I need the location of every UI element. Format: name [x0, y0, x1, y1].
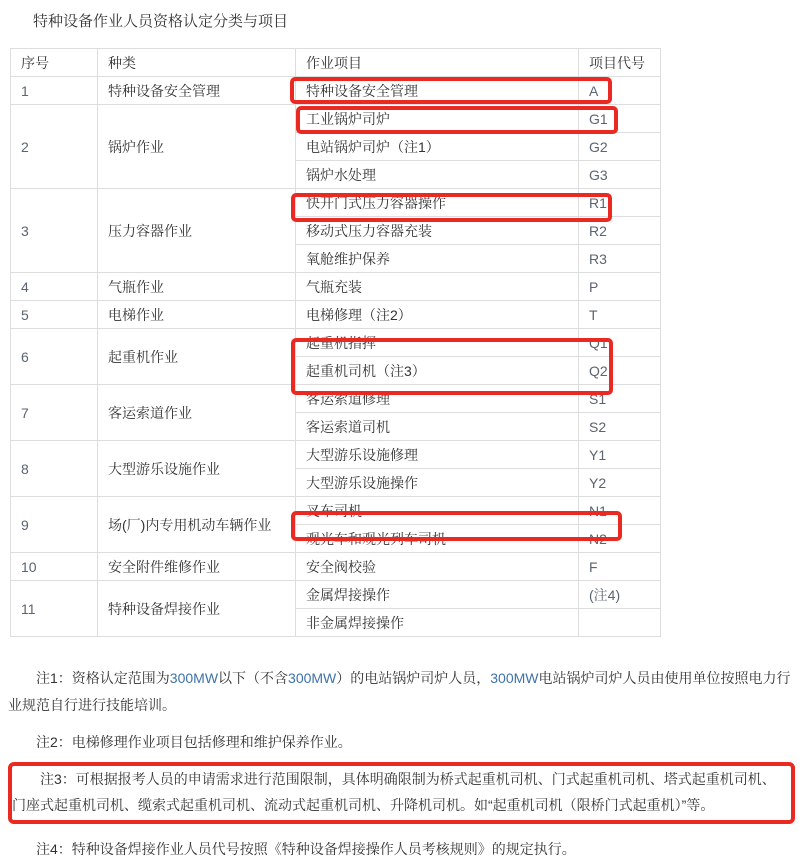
- cell-code: N1: [579, 497, 661, 525]
- table-row: [11, 553, 661, 581]
- note1-segment-mw: 300MW: [169, 670, 219, 686]
- cell-project: 起重机指挥: [296, 329, 579, 357]
- cell-category: 场(厂)内专用机动车辆作业: [98, 497, 296, 553]
- cell-project: 氧舱维护保养: [296, 245, 579, 273]
- note-1: [8, 665, 795, 719]
- cell-no: 8: [11, 441, 98, 497]
- table-row: [11, 105, 661, 133]
- cell-code: P: [579, 273, 661, 301]
- qualification-table: [10, 48, 661, 637]
- cell-no: 10: [11, 553, 98, 581]
- cell-no: 3: [11, 189, 98, 273]
- cell-project: 客运索道司机: [296, 413, 579, 441]
- notes-section: [0, 657, 803, 863]
- cell-project: 大型游乐设施修理: [296, 441, 579, 469]
- page-title: 特种设备作业人员资格认定分类与项目: [33, 13, 289, 30]
- cell-category: 大型游乐设施作业: [98, 441, 296, 497]
- cell-code: A: [579, 77, 661, 105]
- cell-category: 气瓶作业: [98, 273, 296, 301]
- cell-code: R2: [579, 217, 661, 245]
- cell-code: [579, 609, 661, 637]
- cell-code: Q1: [579, 329, 661, 357]
- cell-project: 锅炉水处理: [296, 161, 579, 189]
- cell-code: T: [579, 301, 661, 329]
- cell-no: 11: [11, 581, 98, 637]
- table-row: [11, 329, 661, 357]
- note-4: 注4：特种设备焊接作业人员代号按照《特种设备焊接操作人员考核规则》的规定执行。: [36, 841, 576, 857]
- note1-segment: 电站锅炉司炉人员由使用单位按照电力行业规范自行进行技能培训。: [8, 670, 791, 713]
- header-no: 序号: [11, 49, 98, 77]
- cell-project: 快开门式压力容器操作: [296, 189, 579, 217]
- cell-no: 7: [11, 385, 98, 441]
- cell-project: 起重机司机（注3）: [296, 357, 579, 385]
- cell-project: 观光车和观光列车司机: [296, 525, 579, 553]
- cell-code: S2: [579, 413, 661, 441]
- cell-code: S1: [579, 385, 661, 413]
- cell-no: 1: [11, 77, 98, 105]
- cell-project: 金属焊接操作: [296, 581, 579, 609]
- cell-code: R1: [579, 189, 661, 217]
- note-3: 注3：可根据报考人员的申请需求进行范围限制，具体明确限制为桥式起重机司机、门式起重机司机、塔式起重机司机、门座式起重机司机、缆索式起重机司机、流动式起重机司机、升降机司机。如“起重机司机（限桥门式起重机）”等。: [12, 771, 776, 813]
- cell-code: G1: [579, 105, 661, 133]
- cell-no: 9: [11, 497, 98, 553]
- table-row: [11, 441, 661, 469]
- cell-project: 叉车司机: [296, 497, 579, 525]
- cell-code: R3: [579, 245, 661, 273]
- note-2: 注2：电梯修理作业项目包括修理和维护保养作业。: [36, 734, 352, 750]
- cell-code: N2: [579, 525, 661, 553]
- cell-code: (注4): [579, 581, 661, 609]
- cell-category: 特种设备安全管理: [98, 77, 296, 105]
- cell-code: Y1: [579, 441, 661, 469]
- cell-project: 气瓶充装: [296, 273, 579, 301]
- note1-segment: 注1：资格认定范围为: [36, 670, 170, 686]
- cell-project: 移动式压力容器充装: [296, 217, 579, 245]
- cell-project: 大型游乐设施操作: [296, 469, 579, 497]
- cell-code: G3: [579, 161, 661, 189]
- cell-code: F: [579, 553, 661, 581]
- cell-category: 锅炉作业: [98, 105, 296, 189]
- cell-category: 起重机作业: [98, 329, 296, 385]
- cell-project: 客运索道修理: [296, 385, 579, 413]
- header-code: 项目代号: [579, 49, 661, 77]
- cell-category: 安全附件维修作业: [98, 553, 296, 581]
- table-row: [11, 189, 661, 217]
- cell-category: 特种设备焊接作业: [98, 581, 296, 637]
- cell-code: Y2: [579, 469, 661, 497]
- cell-no: 4: [11, 273, 98, 301]
- cell-code: G2: [579, 133, 661, 161]
- cell-project: 安全阀校验: [296, 553, 579, 581]
- note1-segment: 以下（不含: [218, 670, 289, 686]
- cell-code: Q2: [579, 357, 661, 385]
- cell-project: 工业锅炉司炉: [296, 105, 579, 133]
- table-row: [11, 497, 661, 525]
- table-row: [11, 273, 661, 301]
- table-header-row: [11, 49, 661, 77]
- table-row: [11, 77, 661, 105]
- highlight-box-note3: [8, 762, 795, 824]
- cell-category: 压力容器作业: [98, 189, 296, 273]
- note1-segment: ）的电站锅炉司炉人员，: [336, 670, 491, 686]
- header-project: 作业项目: [296, 49, 579, 77]
- cell-project: 特种设备安全管理: [296, 77, 579, 105]
- cell-category: 客运索道作业: [98, 385, 296, 441]
- header-category: 种类: [98, 49, 296, 77]
- cell-project: 电站锅炉司炉（注1）: [296, 133, 579, 161]
- table-row: [11, 385, 661, 413]
- table-row: [11, 581, 661, 609]
- note1-segment-mw: 300MW: [490, 670, 539, 686]
- cell-project: 电梯修理（注2）: [296, 301, 579, 329]
- cell-no: 5: [11, 301, 98, 329]
- note1-segment-mw: 300MW: [288, 670, 337, 686]
- cell-no: 2: [11, 105, 98, 189]
- cell-no: 6: [11, 329, 98, 385]
- cell-project: 非金属焊接操作: [296, 609, 579, 637]
- table-row: [11, 301, 661, 329]
- cell-category: 电梯作业: [98, 301, 296, 329]
